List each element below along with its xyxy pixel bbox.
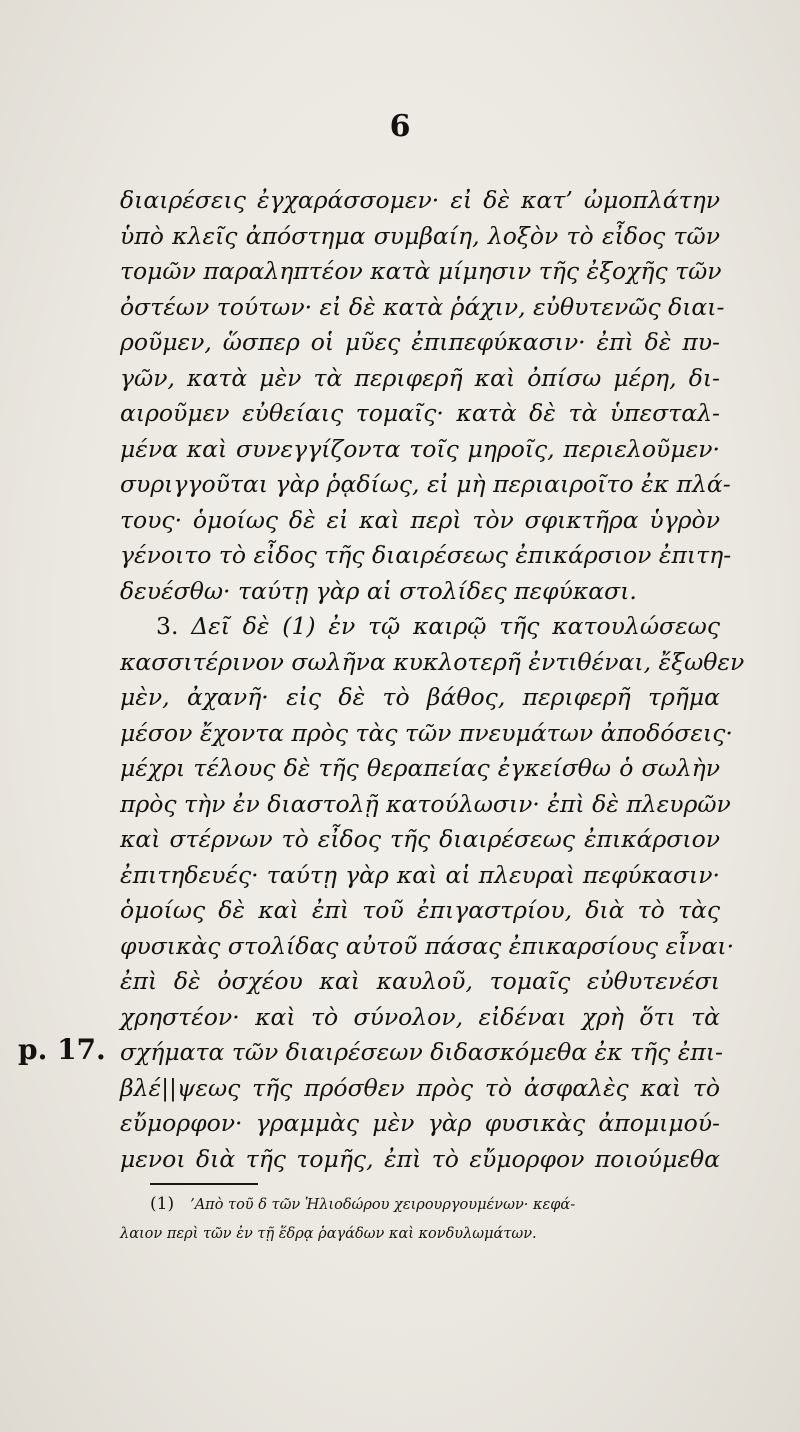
text-line: φυσικὰς στολίδας αὐτοῦ πάσας ἐπικαρσίους εἶναι·	[120, 931, 735, 960]
footnote-line	[120, 1189, 686, 1219]
text-line: ροῦμεν, ὥσπερ οἱ μῦες ἐπιπεφύκασιν· ἐπὶ δὲ πυ-	[120, 328, 720, 356]
text-line: μενοι διὰ τῆς τομῆς, ἐπὶ τὸ εὔμορφον ποιούμεθα	[120, 1144, 720, 1173]
text-line: ἐπὶ δὲ ὀσχέου καὶ καυλοῦ, τομαῖς εὐθυτενέσι	[120, 967, 720, 995]
text-line: δευέσθω· ταύτῃ γὰρ αἱ στολίδες πεφύκασι.	[120, 576, 637, 605]
section-opening-text: Δεῖ δὲ (1) ἐν τῷ καιρῷ τῆς κατουλώσεως	[191, 612, 720, 640]
text-line: κασσιτέρινον σωλῆνα κυκλοτερῆ ἐντιθέναι, ἔξωθεν	[120, 647, 745, 676]
text-line: μέχρι τέλους δὲ τῆς θεραπείας ἐγκείσθω ὁ σωλὴν	[120, 754, 720, 782]
text-line: ἐπιτηδευές· ταύτῃ γὰρ καὶ αἱ πλευραὶ πεφύκασιν·	[120, 860, 720, 889]
footnote-divider	[150, 1183, 258, 1185]
section-first-line	[120, 609, 720, 645]
page-number: 6	[389, 109, 411, 144]
text-line: συριγγοῦται γὰρ ῥᾳδίως, εἰ μὴ περιαιροῖτο ἐκ πλά-	[120, 470, 731, 498]
margin-page-reference: p. 17.	[18, 1033, 106, 1066]
text-line: χρηστέον· καὶ τὸ σύνολον, εἰδέναι χρὴ ὅτι τὰ	[120, 1002, 720, 1031]
section-number: 3.	[156, 612, 179, 640]
text-line: τομῶν παραληπτέον κατὰ μίμησιν τῆς ἐξοχῆς τῶν	[120, 257, 722, 285]
footnote	[120, 1189, 686, 1249]
text-line: γένοιτο τὸ εἶδος τῆς διαιρέσεως ἐπικάρσιον ἐπιτη-	[120, 541, 732, 569]
text-line: ὁμοίως δὲ καὶ ἐπὶ τοῦ ἐπιγαστρίου, διὰ τὸ τὰς	[120, 896, 720, 924]
text-line: γῶν, κατὰ μὲν τὰ περιφερῆ καὶ ὀπίσω μέρη, δι-	[120, 363, 720, 392]
text-line: διαιρέσεις ἐγχαράσσομεν· εἰ δὲ κατ’ ὠμοπλάτην	[120, 186, 720, 214]
text-line: σχήματα τῶν διαιρέσεων διδασκόμεθα ἐκ τῆς ἐπι-	[120, 1038, 723, 1066]
text-line: βλέ||ψεως τῆς πρόσθεν πρὸς τὸ ἀσφαλὲς καὶ τὸ	[120, 1073, 720, 1102]
text-line: ὑπὸ κλεῖς ἀπόστημα συμβαίη, λοξὸν τὸ εἶδος τῶν	[120, 221, 720, 250]
text-line: αιροῦμεν εὐθείαις τομαῖς· κατὰ δὲ τὰ ὑπεσταλ-	[120, 399, 720, 427]
text-line: μένα καὶ συνεγγίζοντα τοῖς μηροῖς, περιελοῦμεν·	[120, 434, 720, 463]
footnote-number: (1)	[150, 1194, 175, 1214]
text-line: πρὸς τὴν ἐν διαστολῇ κατούλωσιν· ἐπὶ δὲ πλευρῶν	[120, 789, 731, 818]
footnote-text: ’Απὸ τοῦ δ τῶν Ἡλιοδώρου χειρουργουμένων· κεφά-	[190, 1197, 576, 1213]
text-line: καὶ στέρνων τὸ εἶδος τῆς διαιρέσεως ἐπικάρσιον	[120, 825, 720, 853]
text-line: ὀστέων τούτων· εἰ δὲ κατὰ ῥάχιν, εὐθυτενῶς διαι-	[120, 292, 725, 321]
text-line: εὔμορφον· γραμμὰς μὲν γὰρ φυσικὰς ἀπομιμού-	[120, 1109, 720, 1137]
text-line: μέσον ἔχοντα πρὸς τὰς τῶν πνευμάτων ἀποδόσεις·	[120, 718, 733, 747]
text-line: τους· ὁμοίως δὲ εἰ καὶ περὶ τὸν σφικτῆρα ὑγρὸν	[120, 505, 720, 534]
text-line: μὲν, ἀχανῆ· εἰς δὲ τὸ βάθος, περιφερῆ τρῆμα	[120, 683, 720, 711]
main-text	[120, 183, 745, 1177]
footnote-line: λαιον περὶ τῶν ἐν τῇ ἕδρᾳ ῥαγάδων καὶ κονδυλωμάτων.	[120, 1226, 537, 1242]
